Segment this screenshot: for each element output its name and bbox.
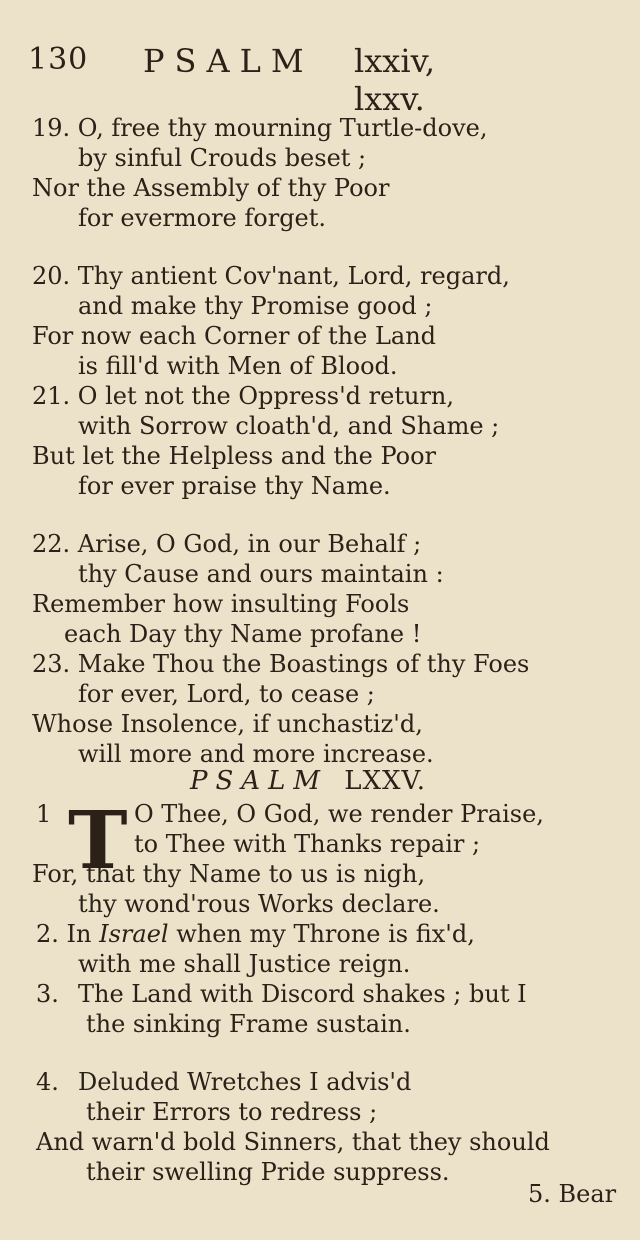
psalm-heading [190,766,426,796]
verse-22-line-2: thy Cause and ours maintain : [78,560,444,588]
verse-23-line-1: 23. Make Thou the Boastings of thy Foes [32,650,530,678]
verse-3-line-2: the sinking Frame sustain. [86,1010,411,1038]
verse-19-line-3: Nor the Assembly of thy Poor [32,174,390,202]
verse-2-number: 2. [36,920,59,948]
verse-21-line-4: for ever praise thy Name. [78,472,391,500]
verse-22-line-1: 22. Arise, O God, in our Behalf ; [32,530,422,558]
verse-19-line-4: for evermore forget. [78,204,327,232]
header-title: PSALM [143,42,314,80]
verse-19-line-2: by sinful Crouds beset ; [78,144,367,172]
verse-20-line-1: 20. Thy antient Cov'nant, Lord, regard, [32,262,510,290]
verse-4-number: 4. [36,1068,59,1096]
verse-23-line-3: Whose Insolence, if unchastiz'd, [32,710,423,738]
verse-3-line-1: The Land with Discord shakes ; but I [78,980,527,1008]
verse-4-line-4: their swelling Pride suppress. [86,1158,450,1186]
page-number: 130 [28,42,89,77]
verse-20-line-2: and make thy Promise good ; [78,292,433,320]
verse-4-line-2: their Errors to redress ; [86,1098,378,1126]
psalm-heading-label: PSALM [190,766,328,796]
verse-1-line-3: For, that thy Name to us is nigh, [32,860,426,888]
verse-2-israel: Israel [99,920,169,948]
verse-22-line-3: Remember how insulting Fools [32,590,410,618]
verse-20-line-3: For now each Corner of the Land [32,322,437,350]
verse-1-number: 1 [36,800,52,828]
psalm-heading-number: LXXV. [344,766,427,796]
verse-2-post: when my Throne is fix'd, [168,920,475,948]
verse-4-line-1: Deluded Wretches I advis'd [78,1068,412,1096]
verse-1-line-1: O Thee, O God, we render Praise, [134,800,544,828]
verse-21-line-1: 21. O let not the Oppress'd return, [32,382,455,410]
verse-2-pre: In [66,920,100,948]
verse-21-line-3: But let the Helpless and the Poor [32,442,437,470]
verse-23-line-4: will more and more increase. [78,740,434,768]
verse-23-line-2: for ever, Lord, to cease ; [78,680,375,708]
drop-cap: T [68,793,128,887]
verse-19-line-1: 19. O, free thy mourning Turtle-dove, [32,114,488,142]
catchword: 5. Bear [528,1180,617,1208]
header-psalm-range: lxxiv, lxxv. [354,42,436,118]
verse-4-line-3: And warn'd bold Sinners, that they should [36,1128,550,1156]
verse-22-line-4: each Day thy Name profane ! [64,620,422,648]
verse-2-line-2: with me shall Justice reign. [78,950,411,978]
verse-1-line-4: thy wond'rous Works declare. [78,890,440,918]
verse-1-line-2: to Thee with Thanks repair ; [134,830,481,858]
verse-20-line-4: is fill'd with Men of Blood. [78,352,398,380]
verse-3-number: 3. [36,980,59,1008]
verse-2-line-1 [36,920,475,948]
verse-21-line-2: with Sorrow cloath'd, and Shame ; [78,412,500,440]
